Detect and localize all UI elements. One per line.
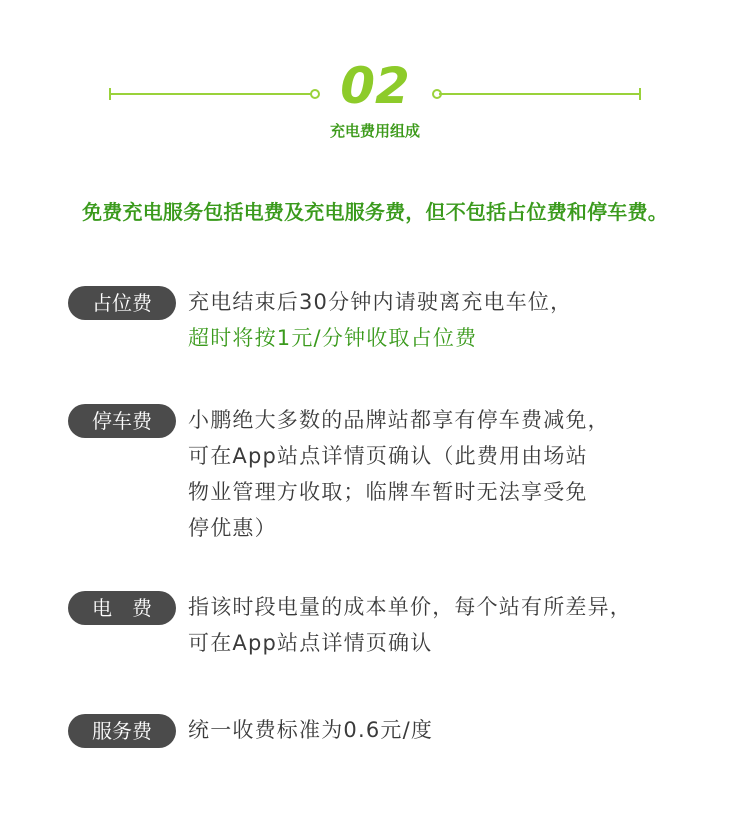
fee-line: 可在App站点详情页确认 (188, 631, 433, 655)
intro-text: 免费充电服务包括电费及充电服务费，但不包括占位费和停车费。 (82, 200, 668, 224)
section-title: 充电费用组成 (329, 122, 420, 140)
fee-line: 可在App站点详情页确认（此费用由场站 (188, 444, 588, 468)
fee-badge: 停车费 (68, 404, 176, 438)
fee-line: 物业管理方收取；临牌车暂时无法享受免 (188, 480, 588, 504)
fee-description (188, 589, 708, 661)
fee-highlight: 超时将按1元/分钟收取占位费 (188, 326, 478, 350)
header-dot-left (310, 89, 320, 99)
fee-line: 停优惠） (188, 516, 277, 540)
fee-line: 指该时段电量的成本单价，每个站有所差异， (188, 595, 632, 619)
fee-line: 统一收费标准为0.6元/度 (188, 718, 434, 742)
fee-description (188, 402, 708, 546)
fee-line: 充电结束后30分钟内请驶离充电车位， (188, 290, 573, 314)
fee-line: 小鹏绝大多数的品牌站都享有停车费减免， (188, 408, 610, 432)
fee-badge: 占位费 (68, 286, 176, 320)
section-number: 02 (340, 57, 410, 115)
header-line-right-cap (639, 88, 641, 100)
fee-description (188, 712, 708, 748)
fee-description (188, 284, 708, 356)
header-line-right (439, 93, 641, 95)
fee-badge: 服务费 (68, 714, 176, 748)
header-line-left (110, 93, 314, 95)
fee-badge: 电 费 (68, 591, 176, 625)
